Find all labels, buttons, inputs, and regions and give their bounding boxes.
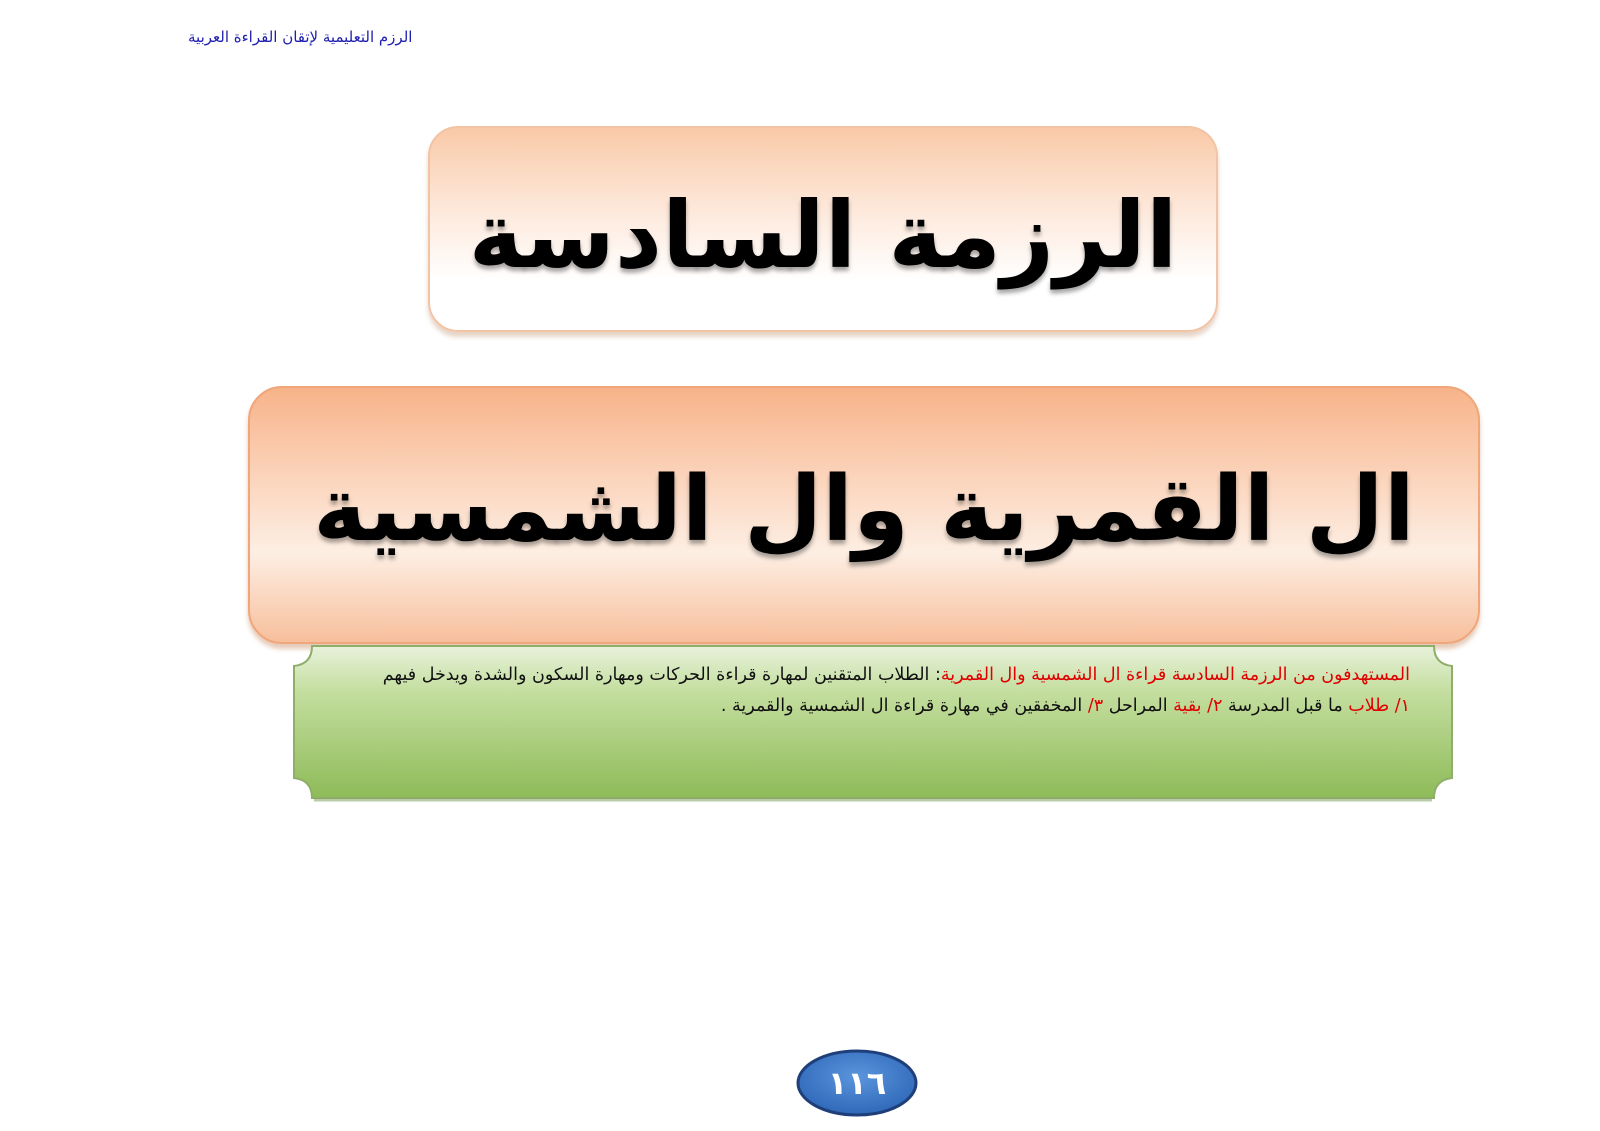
package-subtitle: ال القمرية وال الشمسية: [313, 456, 1415, 562]
item-2-marker: ٢/ بقية: [1173, 696, 1223, 716]
item-1-text: ما قبل المدرسة: [1222, 696, 1349, 716]
page-number: ١١٦: [827, 1064, 887, 1102]
package-title: الرزمة السادسة: [468, 181, 1178, 289]
label-colon: :: [929, 665, 941, 685]
target-description: الطلاب المتقنين لمهارة قراءة الحركات ومهارة السكون والشدة ويدخل فيهم: [382, 665, 930, 685]
item-3-marker: ٣/: [1082, 696, 1104, 716]
item-1-marker: ١/ طلاب: [1348, 696, 1410, 716]
subtitle-box: [248, 386, 1480, 644]
target-audience-box: [292, 644, 1454, 802]
item-2-text: المراحل: [1103, 696, 1174, 716]
running-header: الرزم التعليمية لإتقان القراءة العربية: [188, 28, 413, 46]
page-number-badge: [795, 1048, 919, 1118]
target-label: المستهدفون من الرزمة السادسة قراءة ال الشمسية وال القمرية: [940, 665, 1410, 685]
item-3-text: المخفقين في مهارة قراءة ال الشمسية والقمرية .: [720, 696, 1083, 716]
title-box: [428, 126, 1218, 332]
target-audience-text: [382, 660, 1410, 722]
